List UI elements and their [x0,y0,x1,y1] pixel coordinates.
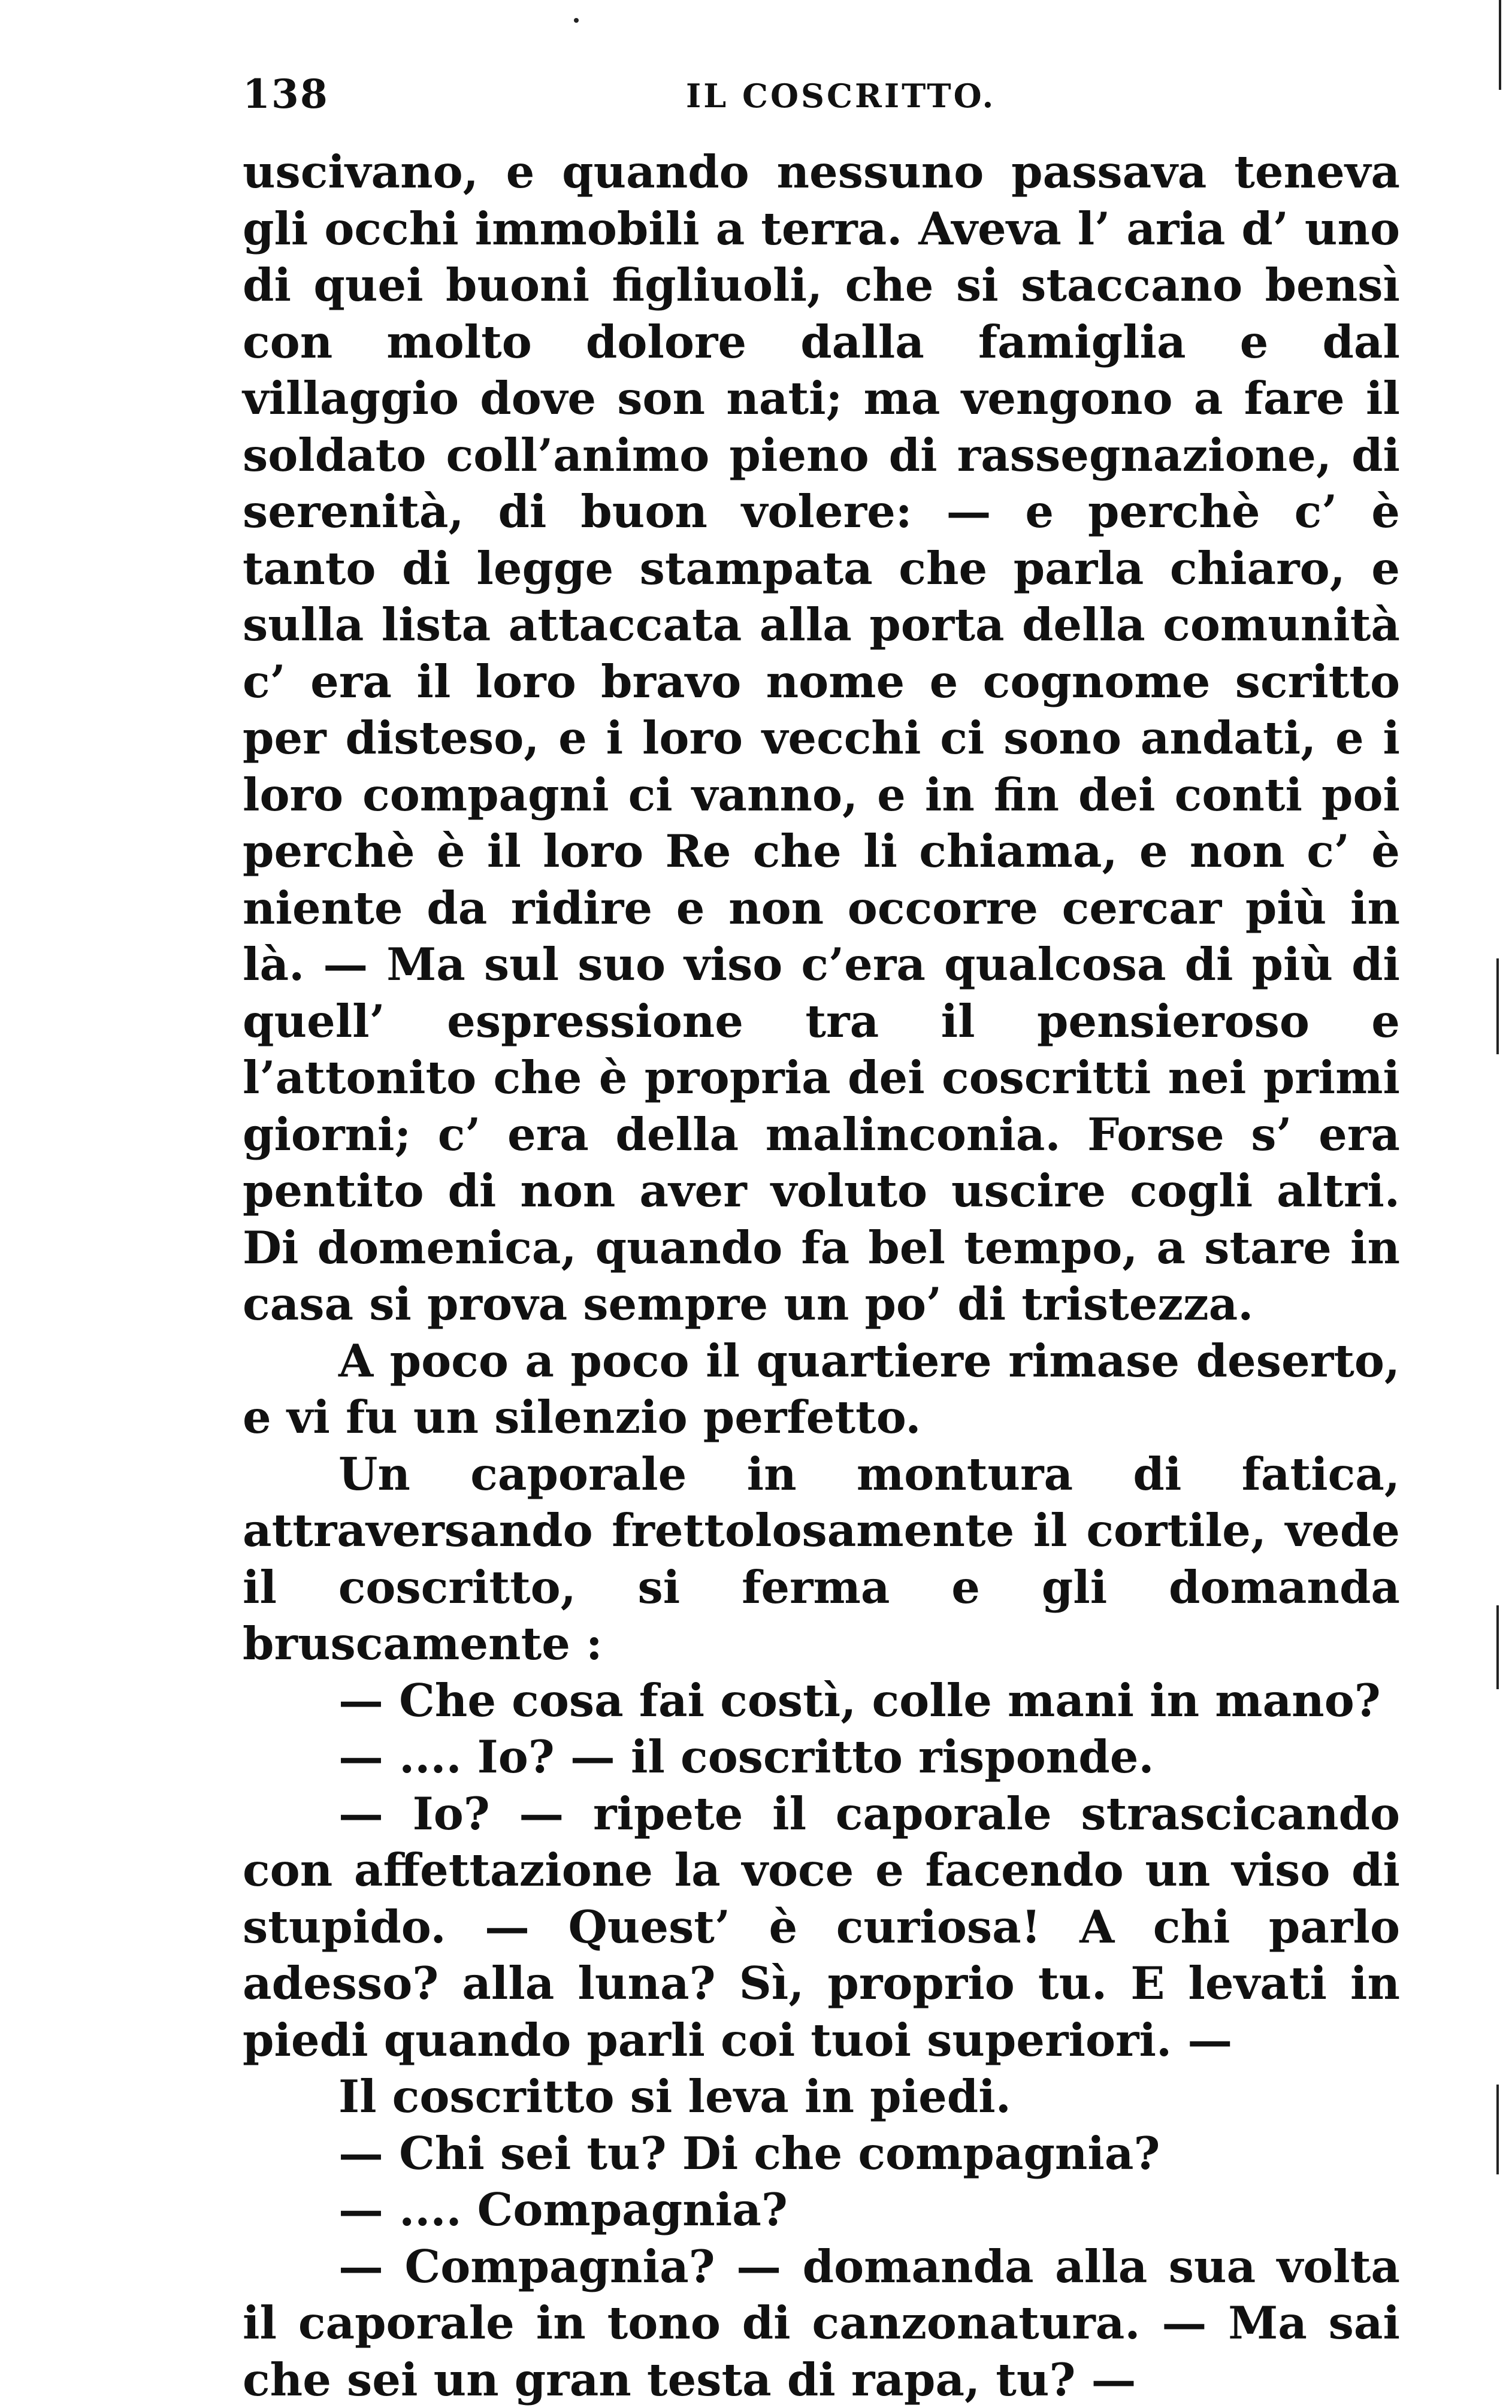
scan-artifact [1496,958,1499,1054]
scan-artifact [1496,2085,1499,2174]
scan-artifact [1499,0,1501,90]
scan-artifact [1496,1605,1499,1689]
dialogue-line: — .... Io? — il coscritto risponde. [243,1729,1400,1786]
running-title: IL COSCRITTO. [686,77,996,115]
dialogue-line: — Che cosa fai costì, colle mani in mano? [243,1672,1400,1729]
scan-artifact [574,18,579,23]
dialogue-line: — Chi sei tu? Di che compagnia? [243,2125,1400,2182]
paragraph: uscivano, e quando nessuno passava teneva gli occhi immobili a terra. Aveva l’ aria d’ uno di quei buoni figliuoli, che si staccano bensì con molto dolore dalla famiglia e dal villaggio dove son nati; ma vengono a fare il soldato coll’animo pieno di rassegnazione, di serenità, di buon volere: — e perchè c’ è tanto di legge stampata che parla chiaro, e sulla lista attaccata alla porta della comunità c’ era il loro bravo nome e cognome scritto per disteso, e i loro vecchi ci sono andati, e i loro compagni ci vanno, e in fin dei conti poi perchè è il loro Re che li chiama, e non c’ è niente da ridire e non occorre cercar più in là. — Ma sul suo viso c’era qualcosa di più di quell’ espressione tra il pensieroso e l’attonito che è propria dei coscritti nei primi giorni; c’ era della malinconia. Forse s’ era pentito di non aver voluto uscire cogli altri. Di domenica, quando fa bel tempo, a stare in casa si prova sempre un po’ di tristezza. [243,144,1400,1333]
body-text [243,144,1400,2408]
page-header [243,71,1387,131]
dialogue-line: — Compagnia? — domanda alla sua volta il caporale in tono di canzonatura. — Ma sai che sei un gran testa di rapa, tu? — [243,2238,1400,2408]
page-number: 138 [243,71,329,117]
dialogue-line: — .... Compagnia? [243,2182,1400,2238]
paragraph: Un caporale in montura di fatica, attraversando frettolosamente il cortile, vede il coscritto, si ferma e gli domanda bruscamente : [243,1446,1400,1672]
paragraph: Il coscritto si leva in piedi. [243,2068,1400,2125]
dialogue-line: — Io? — ripete il caporale strascicando con affettazione la voce e facendo un viso di stupido. — Quest’ è curiosa! A chi parlo adesso? alla luna? Sì, proprio tu. E levati in piedi quando parli coi tuoi superiori. — [243,1786,1400,2069]
paragraph: A poco a poco il quartiere rimase deserto, e vi fu un silenzio perfetto. [243,1333,1400,1446]
